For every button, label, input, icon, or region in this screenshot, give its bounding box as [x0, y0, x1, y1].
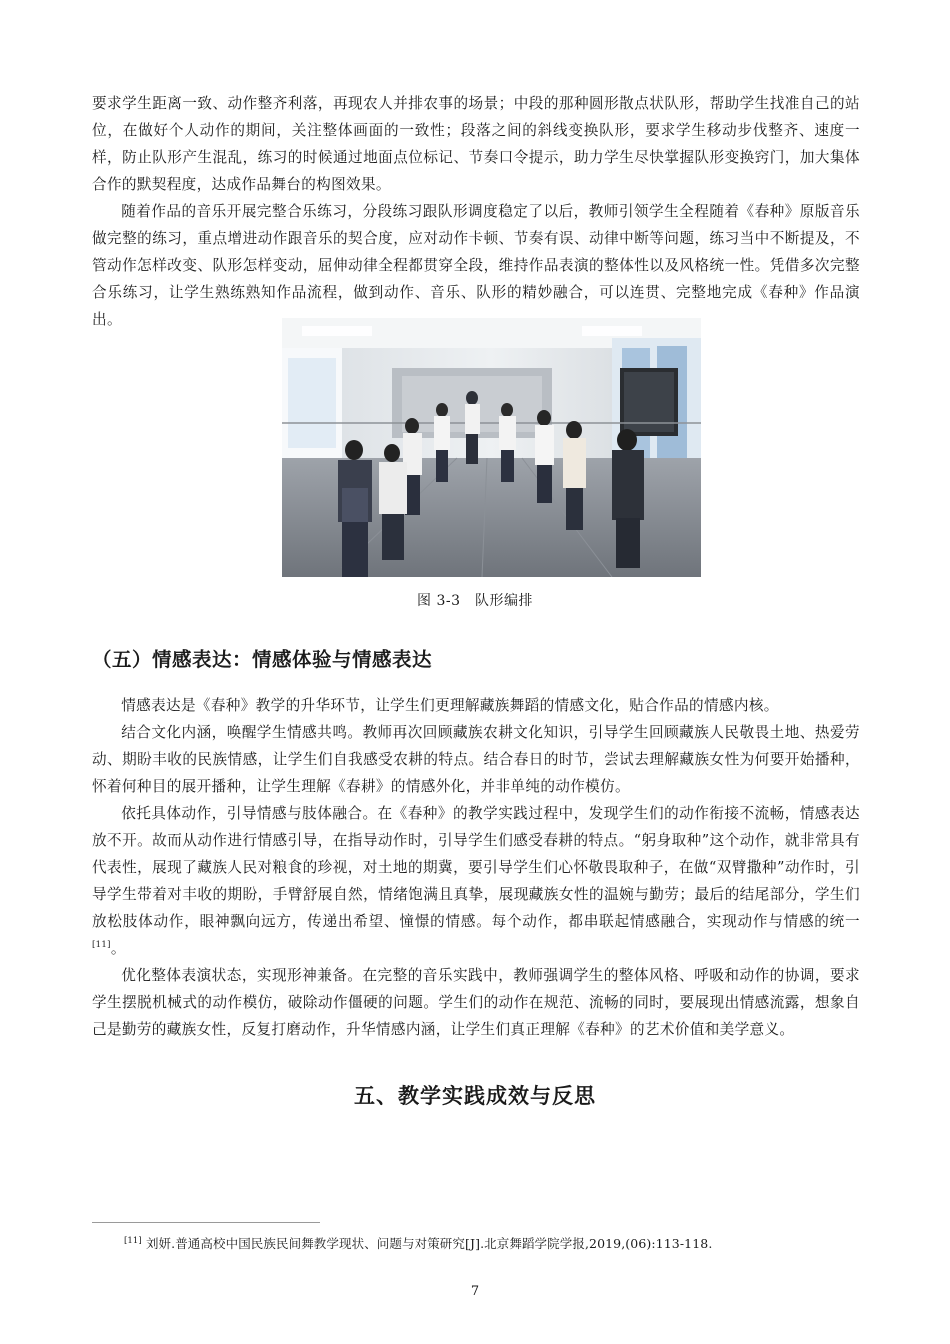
paragraph-movement-end: 。 — [110, 940, 126, 957]
chapter-heading: 五、教学实践成效与反思 — [354, 1084, 596, 1108]
citation-mark[interactable]: [11] — [92, 940, 111, 951]
footnote-mark: [11] — [124, 1235, 142, 1246]
paragraph-movement-text: 依托具体动作，引导情感与肢体融合。在《春种》的教学实践过程中，发现学生们的动作衔接不流畅，情感表达放不开。故而从动作进行情感引导，在指导动作时，引导学生们感受春耕的特点。“躬身取种”这个动作，就非常具有代表性，展现了藏族人民对粮食的珍视，对土地的期冀，要引导学生们心怀敬畏取种子，在做“双臂撒种”动作时，引导学生带着对丰收的期盼，手臂舒展自然，情绪饱满且真挚，展现藏族女性的温婉与勤劳；最后的结尾部分，学生们放松肢体动作，眼神飘向远方，传递出希望、憧憬的情感。每个动作，都串联起情感融合，实现动作与情感的统一 — [92, 805, 860, 930]
figure-caption: 图 3-3 队形编排 — [417, 593, 533, 609]
dance-studio-photo — [282, 318, 701, 577]
paragraph-movement — [92, 800, 860, 962]
paragraph-intro: 情感表达是《春种》教学的升华环节，让学生们更理解藏族舞蹈的情感文化，贴合作品的情感内核。 — [121, 697, 779, 714]
figure-photo — [282, 318, 701, 577]
section-heading: （五）情感表达：情感体验与情感表达 — [92, 648, 433, 671]
footnote — [124, 1234, 712, 1252]
paragraph-performance: 优化整体表演状态，实现形神兼备。在完整的音乐实践中，教师强调学生的整体风格、呼吸和动作的协调，要求学生摆脱机械式的动作模仿，破除动作僵硬的问题。学生们的动作在规范、流畅的同时，要展现出情感流露，想象自己是勤劳的藏族女性，反复打磨动作，升华情感内涵，让学生们真正理解《春种》的艺术价值和美学意义。 — [92, 967, 860, 1038]
page-number: 7 — [470, 1284, 480, 1299]
paragraph-continued: 要求学生距离一致、动作整齐利落，再现农人并排农事的场景；中段的那种圆形散点状队形，帮助学生找准自己的站位，在做好个人动作的期间，关注整体画面的一致性；段落之间的斜线变换队形，要求学生移动步伐整齐、速度一样，防止队形产生混乱，练习的时候通过地面点位标记、节奏口令提示，助力学生尽快掌握队形变换窍门，加大集体合作的默契程度，达成作品舞台的构图效果。 — [92, 95, 860, 193]
body-text-section — [92, 692, 860, 1043]
body-text-top — [92, 90, 860, 333]
paragraph-cultural: 结合文化内涵，唤醒学生情感共鸣。教师再次回顾藏族农耕文化知识，引导学生回顾藏族人民敬畏土地、热爱劳动、期盼丰收的民族情感，让学生们自我感受农耕的特点。结合春日的时节，尝试去理解藏族女性为何要开始播种，怀着何种目的展开播种，让学生理解《春耕》的情感外化，并非单纯的动作模仿。 — [92, 724, 860, 795]
paragraph-music-practice: 随着作品的音乐开展完整合乐练习，分段练习跟队形调度稳定了以后，教师引领学生全程随着《春种》原版音乐做完整的练习，重点增进动作跟音乐的契合度，应对动作卡顿、节奏有误、动律中断等问题，练习当中不断提及，不管动作怎样改变、队形怎样变动，屈伸动律全程都贯穿全段，维持作品表演的整体性以及风格统一性。凭借多次完整合乐练习，让学生熟练熟知作品流程，做到动作、音乐、队形的精妙融合，可以连贯、完整地完成《春种》作品演出。 — [92, 203, 860, 328]
footnote-text: 刘妍.普通高校中国民族民间舞教学现状、问题与对策研究[J].北京舞蹈学院学报,2019,(06):113-118. — [145, 1236, 713, 1251]
footnote-divider — [92, 1222, 320, 1223]
